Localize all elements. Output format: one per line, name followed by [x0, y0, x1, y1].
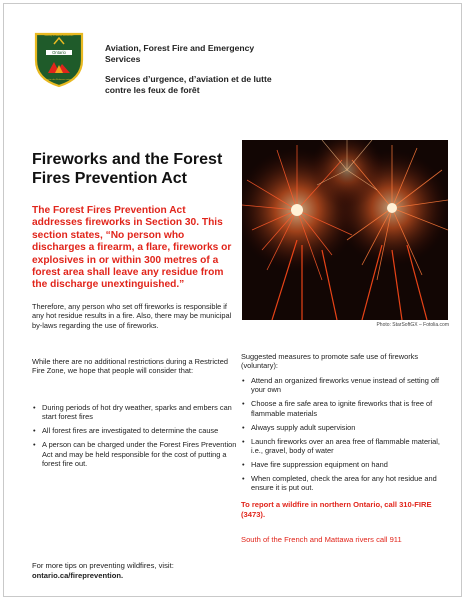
list-item: • During periods of hot dry weather, sparks and embers can start forest fires: [32, 403, 237, 422]
intro-paragraph: The Forest Fires Prevention Act addresses fireworks in Section 30. This section states, “No person who discharges a firearm, a flare, fireworks or explosives in or within 300 metres of a forest area shall leave any residue from the discharge unextinguished.”: [32, 205, 232, 291]
list-item: • Have fire suppression equipment on hand: [241, 460, 451, 469]
svg-text:Ministry of Natural Resources: Ministry of Natural Resources: [44, 35, 74, 38]
report-wildfire-text: To report a wildfire in northern Ontario, call 310-FIRE (3473).: [241, 500, 432, 519]
paragraph-responsibility: Therefore, any person who set off fireworks is responsible if any hot residue results in a fire. Also, there may be municipal by-laws regarding the use of fireworks.: [32, 302, 232, 330]
header-french-title: Services d’urgence, d’aviation et de lutte contre les feux de forêt: [105, 74, 272, 95]
list-item: • Choose a fire safe area to ignite fireworks that is free of flammable materials: [241, 399, 451, 418]
tips-footer: [32, 561, 242, 581]
list-item: • When completed, check the area for any hot residue and ensure it is put out.: [241, 474, 451, 493]
svg-text:Ontario: Ontario: [52, 50, 66, 55]
list-item: • All forest fires are investigated to determine the cause: [32, 426, 237, 435]
list-item: • Always supply adult supervision: [241, 423, 451, 432]
ministry-crest-logo: [32, 30, 86, 88]
tips-link[interactable]: ontario.ca/fireprevention.: [32, 571, 124, 580]
south-call-911-text: South of the French and Mattawa rivers call 911: [241, 535, 402, 544]
list-item: • Attend an organized fireworks venue instead of setting off your own: [241, 376, 451, 395]
tips-text: For more tips on preventing wildfires, visit:: [32, 561, 174, 570]
measures-list: [241, 376, 451, 497]
paragraph-restricted-zone: While there are no additional restrictions during a Restricted Fire Zone, we hope that people will consider that:: [32, 357, 228, 376]
svg-text:Ministère des Richesses nature: Ministère des Richesses naturelles: [43, 79, 75, 81]
document-page: [3, 3, 462, 597]
page-title: Fireworks and the Forest Fires Prevention Act: [32, 151, 223, 187]
photo-credit: Photo: StarSoftGX – Fotolia.com: [376, 322, 449, 328]
considerations-list: [32, 403, 237, 473]
header-english-title: Aviation, Forest Fire and Emergency Services: [105, 43, 255, 64]
fireworks-photo: [242, 140, 448, 320]
measures-intro: Suggested measures to promote safe use of fireworks (voluntary):: [241, 352, 419, 371]
list-item: • A person can be charged under the Forest Fires Prevention Act and may be held responsible for the cost of putting a forest fire out.: [32, 440, 237, 468]
list-item: • Launch fireworks over an area free of flammable material, i.e., gravel, body of water: [241, 437, 451, 456]
